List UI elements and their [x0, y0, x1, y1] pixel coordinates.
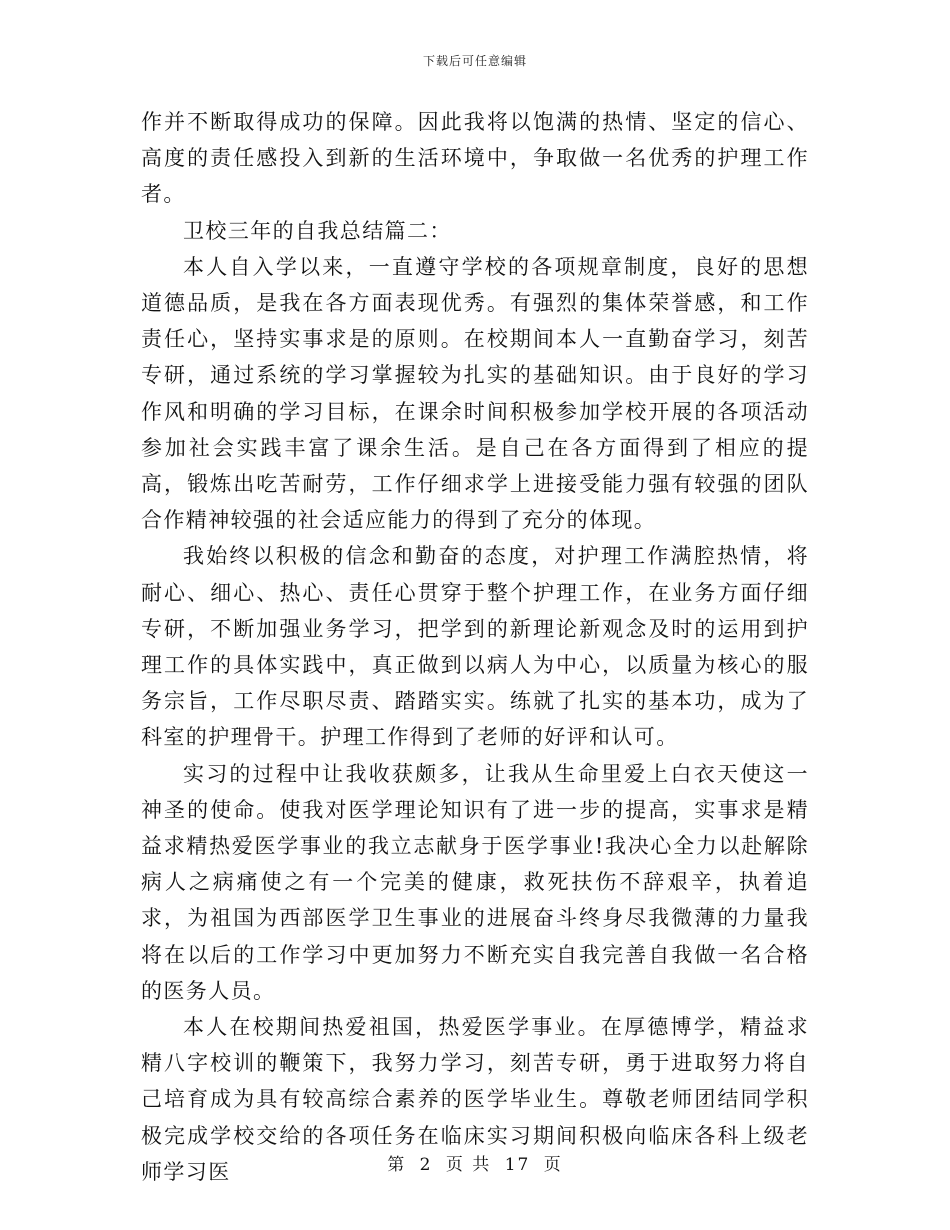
- document-body: [141, 104, 809, 1190]
- page-footer: [0, 1150, 950, 1175]
- paragraph-2: 本人自入学以来，一直遵守学校的各项规章制度，良好的思想道德品质，是我在各方面表现优秀。有强烈的集体荣誉感，和工作责任心，坚持实事求是的原则。在校期间本人一直勤奋学习，刻苦专研，通过系统的学习掌握较为扎实的基础知识。由于良好的学习作风和明确的学习目标，在课余时间积极参加学校开展的各项活动参加社会实践丰富了课余生活。是自己在各方面得到了相应的提高，锻炼出吃苦耐劳，工作仔细求学上进接受能力强有较强的团队合作精神较强的社会适应能力的得到了充分的体现。: [141, 254, 809, 533]
- footer-prefix: 第: [387, 1155, 407, 1175]
- paragraph-1: 作并不断取得成功的保障。因此我将以饱满的热情、坚定的信心、高度的责任感投入到新的生活环境中，争取做一名优秀的护理工作者。: [141, 110, 809, 207]
- total-page-count: 17: [504, 1155, 531, 1175]
- section-heading: 卫校三年的自我总结篇二：: [183, 218, 452, 243]
- current-page-number: 2: [419, 1155, 433, 1175]
- footer-middle: 页 共: [445, 1155, 492, 1175]
- footer-suffix: 页: [543, 1155, 563, 1175]
- paragraph-3: 我始终以积极的信念和勤奋的态度，对护理工作满腔热情，将耐心、细心、热心、责任心贯穿于整个护理工作，在业务方面仔细专研，不断加强业务学习，把学到的新理论新观念及时的运用到护理工作的具体实践中，真正做到以病人为中心，以质量为核心的服务宗旨，工作尽职尽责、踏踏实实。练就了扎实的基本功，成为了科室的护理骨干。护理工作得到了老师的好评和认可。: [141, 544, 809, 750]
- paragraph-4: 实习的过程中让我收获颇多，让我从生命里爱上白衣天使这一神圣的使命。使我对医学理论知识有了进一步的提高，实事求是精益求精热爱医学事业的我立志献身于医学事业!我决心全力以赴解除病人之病痛使之有一个完美的健康，救死扶伤不辞艰辛，执着追求，为祖国为西部医学卫生事业的进展奋斗终身尽我微薄的力量我将在以后的工作学习中更加努力不断充实自我完善自我做一名合格的医务人员。: [141, 761, 809, 1003]
- page-header: 下载后可任意编辑: [422, 54, 527, 68]
- paragraph-5: 本人在校期间热爱祖国，热爱医学事业。在厚德博学，精益求精八字校训的鞭策下，我努力学习，刻苦专研，勇于进取努力将自己培育成为具有较高综合素养的医学毕业生。尊敬老师团结同学积极完成学校交给的各项任务在临床实习期间积极向临床各科上级老师学习医: [141, 1015, 809, 1184]
